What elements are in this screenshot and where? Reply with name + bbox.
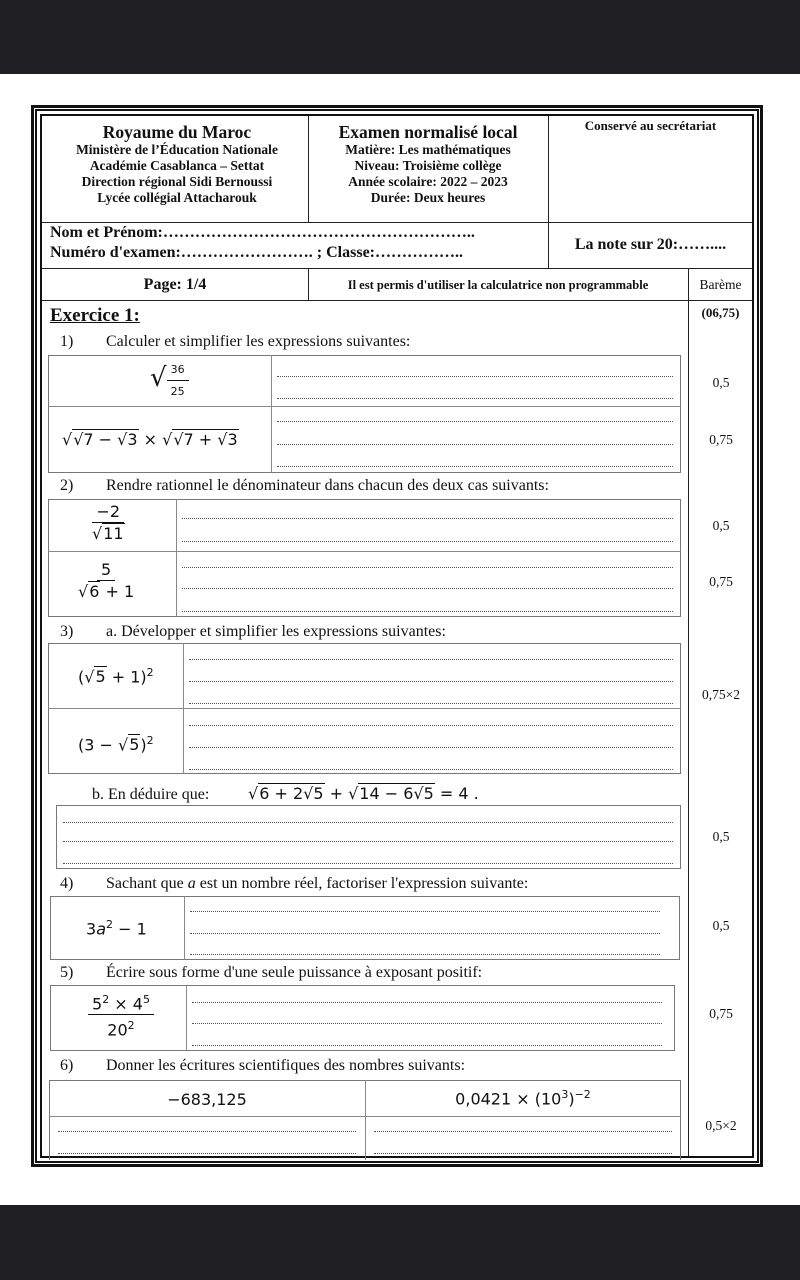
answer-box-q3b <box>56 805 681 869</box>
answer-line[interactable] <box>192 1045 662 1046</box>
answer-line[interactable] <box>58 1153 356 1154</box>
mark-q3-b: 0,5 <box>712 829 730 844</box>
question-text: Sachant que <box>106 875 188 892</box>
answer-line[interactable] <box>190 954 660 955</box>
answer-line[interactable] <box>277 398 673 399</box>
expr-q1-a: √ $\frac{36}{25}$ <box>150 360 189 403</box>
mark-q1-a: 0,5 <box>712 375 730 390</box>
bareme-label: Barème <box>699 277 742 292</box>
level: Niveau: Troisième collège <box>354 158 502 173</box>
answer-line[interactable] <box>277 466 673 467</box>
answer-line[interactable] <box>192 1002 662 1003</box>
question-text: Rendre rationnel le dénominateur dans chacun des deux cas suivants: <box>106 477 549 494</box>
question-1 <box>60 333 410 351</box>
answer-line[interactable] <box>277 376 673 377</box>
header-divider <box>548 222 753 223</box>
duration: Durée: Deux heures <box>370 190 486 205</box>
bareme-column-divider <box>688 268 689 1156</box>
answer-table-q2 <box>48 499 681 617</box>
question-3b <box>92 786 209 804</box>
header-exam-info <box>308 122 548 206</box>
exam-number-field[interactable]: Numéro d'examen:……………………. ; Classe:…………….. <box>50 244 464 261</box>
ministry: Ministère de l’Éducation Nationale <box>76 142 278 157</box>
expr-q3-b: $(3 - √5)^2$ <box>78 734 154 755</box>
question-text: b. En déduire que: <box>92 786 210 803</box>
table-divider <box>186 985 187 1051</box>
answer-line[interactable] <box>189 681 673 682</box>
answer-line[interactable] <box>277 444 673 445</box>
answer-line[interactable] <box>63 841 673 842</box>
subject: Matière: Les mathématiques <box>345 142 511 157</box>
answer-line[interactable] <box>374 1153 672 1154</box>
answer-line[interactable] <box>189 725 673 726</box>
question-text: Écrire sous forme d'une seule puissance à exposant positif: <box>106 964 483 981</box>
mark-q2-b: 0,75 <box>709 574 733 589</box>
question-text: a. Développer et simplifier les expressions suivantes: <box>106 623 446 640</box>
question-number: 4) <box>60 875 74 892</box>
answer-line[interactable] <box>182 567 673 568</box>
mark-q2-a: 0,5 <box>712 518 730 533</box>
answer-line[interactable] <box>63 822 673 823</box>
question-4 <box>60 875 528 893</box>
header-institution <box>46 122 308 206</box>
answer-line[interactable] <box>189 703 673 704</box>
answer-line[interactable] <box>58 1131 356 1132</box>
mark-q1-b: 0,75 <box>709 432 733 447</box>
kingdom-title: Royaume du Maroc <box>102 122 252 142</box>
expr-q6-a: −683,125 <box>167 1090 247 1109</box>
mark-q3-a: 0,75×2 <box>702 687 740 702</box>
page-number: Page: 1/4 <box>143 276 207 293</box>
question-2 <box>60 477 549 495</box>
answer-line[interactable] <box>63 863 673 864</box>
header-divider <box>42 300 753 301</box>
table-divider <box>184 896 185 960</box>
answer-table-q1 <box>48 355 681 473</box>
mark-q6: 0,5×2 <box>705 1118 737 1133</box>
expr-q6-b: $0,0421 \times (10^3)^{-2}$ <box>455 1088 591 1109</box>
question-number: 1) <box>60 333 74 350</box>
expr-q2-b: $\frac{5}{√6 + 1}$ <box>78 560 135 601</box>
header-divider <box>308 116 309 222</box>
answer-line[interactable] <box>190 933 660 934</box>
question-3 <box>60 623 446 641</box>
answer-line[interactable] <box>277 421 673 422</box>
expr-q5: $\frac{5^2 \times 4^5}{20^2}$ <box>88 990 154 1042</box>
academy: Académie Casablanca – Settat <box>89 158 265 173</box>
direction: Direction régional Sidi Bernoussi <box>81 174 273 189</box>
answer-line[interactable] <box>182 611 673 612</box>
table-divider <box>48 708 681 709</box>
table-divider <box>49 1116 681 1117</box>
mark-q4: 0,5 <box>712 918 730 933</box>
answer-line[interactable] <box>189 747 673 748</box>
mark-q5: 0,75 <box>709 1006 733 1021</box>
answer-line[interactable] <box>190 911 660 912</box>
table-divider <box>48 406 681 407</box>
school-year: Année scolaire: 2022 – 2023 <box>348 174 508 189</box>
header-divider <box>42 222 548 223</box>
question-number: 2) <box>60 477 74 494</box>
answer-line[interactable] <box>192 1023 662 1024</box>
answer-line[interactable] <box>182 518 673 519</box>
question-number: 6) <box>60 1057 74 1074</box>
expr-q4: $3a^2 - 1$ <box>86 918 147 939</box>
header-divider <box>42 268 753 269</box>
expr-q2-a: $\frac{-2}{√11}$ <box>92 502 124 543</box>
question-text: Calculer et simplifier les expressions suivantes: <box>106 333 411 350</box>
question-6 <box>60 1057 465 1075</box>
expr-q3-a: $(√5 + 1)^2$ <box>78 666 154 687</box>
answer-line[interactable] <box>182 588 673 589</box>
exam-title: Examen normalisé local <box>338 122 518 142</box>
table-divider <box>48 551 681 552</box>
answer-line[interactable] <box>189 769 673 770</box>
expr-q1-b: √√7 − √3 × √√7 + √3 <box>62 430 238 449</box>
exercise-title: Exercice 1: <box>50 305 140 326</box>
calculator-note: Il est permis d'utiliser la calculatrice non programmable <box>347 278 649 292</box>
answer-line[interactable] <box>182 541 673 542</box>
bottom-screen-bar <box>0 1205 800 1280</box>
question-number: 3) <box>60 623 74 640</box>
top-screen-bar <box>0 0 800 74</box>
question-text: Donner les écritures scientifiques des nombres suivants: <box>106 1057 466 1074</box>
exercise-total: (06,75) <box>701 305 740 320</box>
expr-q3b: √6 + 2√5 + √14 − 6√5 = 4 . <box>248 784 479 803</box>
school: Lycée collégial Attacharouk <box>97 190 257 205</box>
secretariat-label: Conservé au secrétariat <box>584 118 717 133</box>
question-text: est un nombre réel, factoriser l'expression suivante: <box>195 875 529 892</box>
answer-line[interactable] <box>189 659 673 660</box>
table-divider <box>176 499 177 617</box>
table-divider <box>271 355 272 473</box>
variable-a: a <box>187 875 196 892</box>
answer-line[interactable] <box>374 1131 672 1132</box>
question-number: 5) <box>60 964 74 981</box>
student-name-field[interactable]: Nom et Prénom:………………………………………………….. <box>50 224 475 241</box>
question-5 <box>60 964 482 982</box>
grade-field[interactable]: La note sur 20:…….... <box>574 236 727 253</box>
